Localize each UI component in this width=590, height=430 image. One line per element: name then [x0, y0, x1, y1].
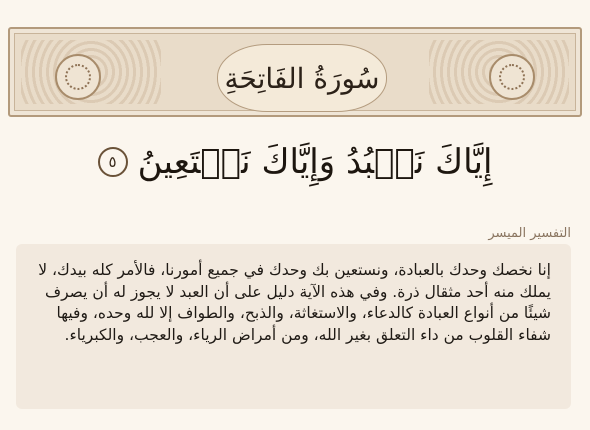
rosette-ornament-icon	[489, 54, 535, 100]
surah-header-inner	[14, 33, 576, 111]
tafsir-text: إنا نخصك وحدك بالعبادة، ونستعين بك وحدك في جميع أمورنا، فالأمر كله بيدك، لا يملك منه أحد مثقال ذرة. وفي هذه الآية دليل على أن العبد لا يجوز له أن يصرف شيئًا من أنواع العبادة كالدعاء، والاستغاثة، والذبح، والطواف إلا لله وحده، وفيها شفاء القلوب من داء التعلق بغير الله، ومن أمراض الرياء، والعجب، والكبرياء.	[38, 261, 551, 344]
ayah-text[interactable]: إِيَّاكَ نَعۡبُدُ وَإِيَّاكَ نَسۡتَعِينُ	[137, 142, 493, 182]
ayah-number-badge: ٥	[98, 147, 128, 177]
surah-title-cartouche	[217, 44, 387, 112]
surah-title: سُورَةُ الفَاتِحَةِ	[224, 61, 380, 95]
tafsir-box	[16, 244, 571, 409]
tafsir-source-label: التفسير الميسر	[488, 226, 571, 241]
surah-header-frame	[8, 27, 582, 117]
ayah-row[interactable]	[0, 132, 590, 192]
rosette-ornament-icon	[55, 54, 101, 100]
